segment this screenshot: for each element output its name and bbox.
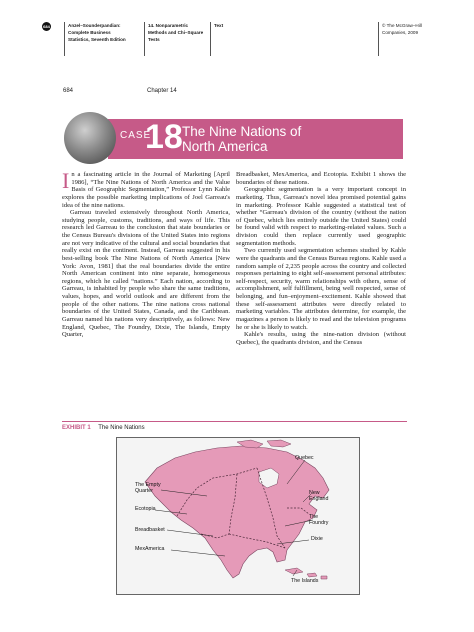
header-chapter-info <box>144 22 208 56</box>
exhibit-title: The Nine Nations <box>98 425 145 431</box>
header-book-line: Complete Business <box>68 30 111 35</box>
map-label-quebec: Quebec <box>295 455 314 461</box>
drop-cap: I <box>62 168 70 193</box>
case-title <box>182 124 402 154</box>
header-book-line: Anzel–Sounderpandian: <box>68 23 121 28</box>
map-label-empty-quarter: The Empty Quarter <box>135 482 161 494</box>
left-column <box>62 168 230 339</box>
header-chapter-line: Methods and Chi–Square <box>148 30 204 35</box>
nine-nations-map <box>116 437 360 595</box>
exhibit-caption <box>62 421 407 431</box>
chapter-label: Chapter 14 <box>147 88 177 94</box>
paragraph: Kahle's results, using the nine-nation division (without Quebec), the quadrants division, and the Census <box>236 331 406 346</box>
map-label-mexamerica: MexAmerica <box>135 546 165 552</box>
page-number: 684 <box>63 88 74 94</box>
map-label-new-england: New England <box>309 490 329 502</box>
case-number: 18 <box>145 118 183 156</box>
header-copyright <box>378 22 432 56</box>
paragraph: Breadbasket, MexAmerica, and Ecotopia. Exhibit 1 shows the boundaries of these nations. <box>236 171 406 186</box>
map-label-foundry: The Foundry <box>309 514 329 526</box>
header-copyright-line: © The McGraw–Hill <box>382 23 422 28</box>
case-title-line: The Nine Nations of <box>182 124 302 139</box>
header-book-line: Statistics, Seventh Edition <box>68 37 126 42</box>
arctic-islands <box>237 440 291 448</box>
header-copyright-line: Companies, 2009 <box>382 30 419 35</box>
header-section <box>210 22 379 56</box>
paragraph: Garreau traveled extensively throughout North America, studying people, customs, traditions, and ways of life. This research led Garreau to the conclusion that state boundaries or the Census Bureau's divisions of the United States into regions are not very indicative of the cultural and social boundaries that really exist on the continent. Instead, Garreau suggested in his best-selling book The Nine Nations of North America [New York: Avon, 1981] that the real boundaries divide the entire North American continent into nine separate, homogeneous regions, which he called “nations.” Each nation, according to Garreau, is inhabited by people who share the same traditions, values, hopes, and world outlook and are different from the people of the other nations. The nine nations cross national boundaries of the United States, Canada, and the Caribbean. Garreau named his nations very descriptively, as follows: New England, Quebec, The Foundry, Dixie, The Islands, Empty Quarter, <box>62 209 230 339</box>
map-label-dixie: Dixie <box>311 536 323 542</box>
map-label-breadbasket: Breadbasket <box>135 527 165 533</box>
running-header <box>43 22 422 58</box>
case-word: CASE <box>120 130 152 141</box>
exhibit-number: EXHIBIT 1 <box>62 425 91 431</box>
header-chapter-line: Tests <box>148 37 160 42</box>
globe-icon <box>64 112 116 164</box>
map-label-islands: The Islands <box>291 578 319 584</box>
page-badge: 684 <box>43 24 50 29</box>
header-section-label: Text <box>214 23 224 28</box>
case-title-line: North America <box>182 139 268 154</box>
paragraph <box>62 168 230 209</box>
paragraph-text: n a fascinating article in the Journal of Marketing [April 1986], “The Nine Nations of North America and the Value Basis of Geographic Segmentation,” Professor Lynn Kahle explores the possible marketing implications of Joel Garreau's idea of the nine nations. <box>62 171 230 209</box>
map-label-ecotopia: Ecotopia <box>135 506 156 512</box>
header-book-info <box>64 22 143 56</box>
right-column <box>236 171 406 346</box>
header-chapter-line: 14. Nonparametric <box>148 23 189 28</box>
paragraph: Two currently used segmentation schemes studied by Kahle were the quadrants and the Census Bureau regions. Kahle used a random sample of 2,235 people across the country and collected responses pertaining to eight self-assessment personal attributes: self-respect, security, warm relationships with others, sense of accomplishment, self fulfillment, being well respected, sense of belonging, and fun–enjoyment–excitement. Kahle showed that these self-assessment attributes were directly related to marketing variables. The attributes determine, for example, the magazines a person is likely to read and the television programs he or she is likely to watch. <box>236 247 406 331</box>
paragraph: Geographic segmentation is a very important concept in marketing. Thus, Garreau's novel idea promised potential gains in marketing. Professor Kahle suggested a statistical test of whether “Garreau's division of the country (without the nation of Quebec, which lies entirely outside the United States) could be found valid with respect to marketing-related values. Such a division could then replace currently used geographic segmentation methods. <box>236 186 406 247</box>
